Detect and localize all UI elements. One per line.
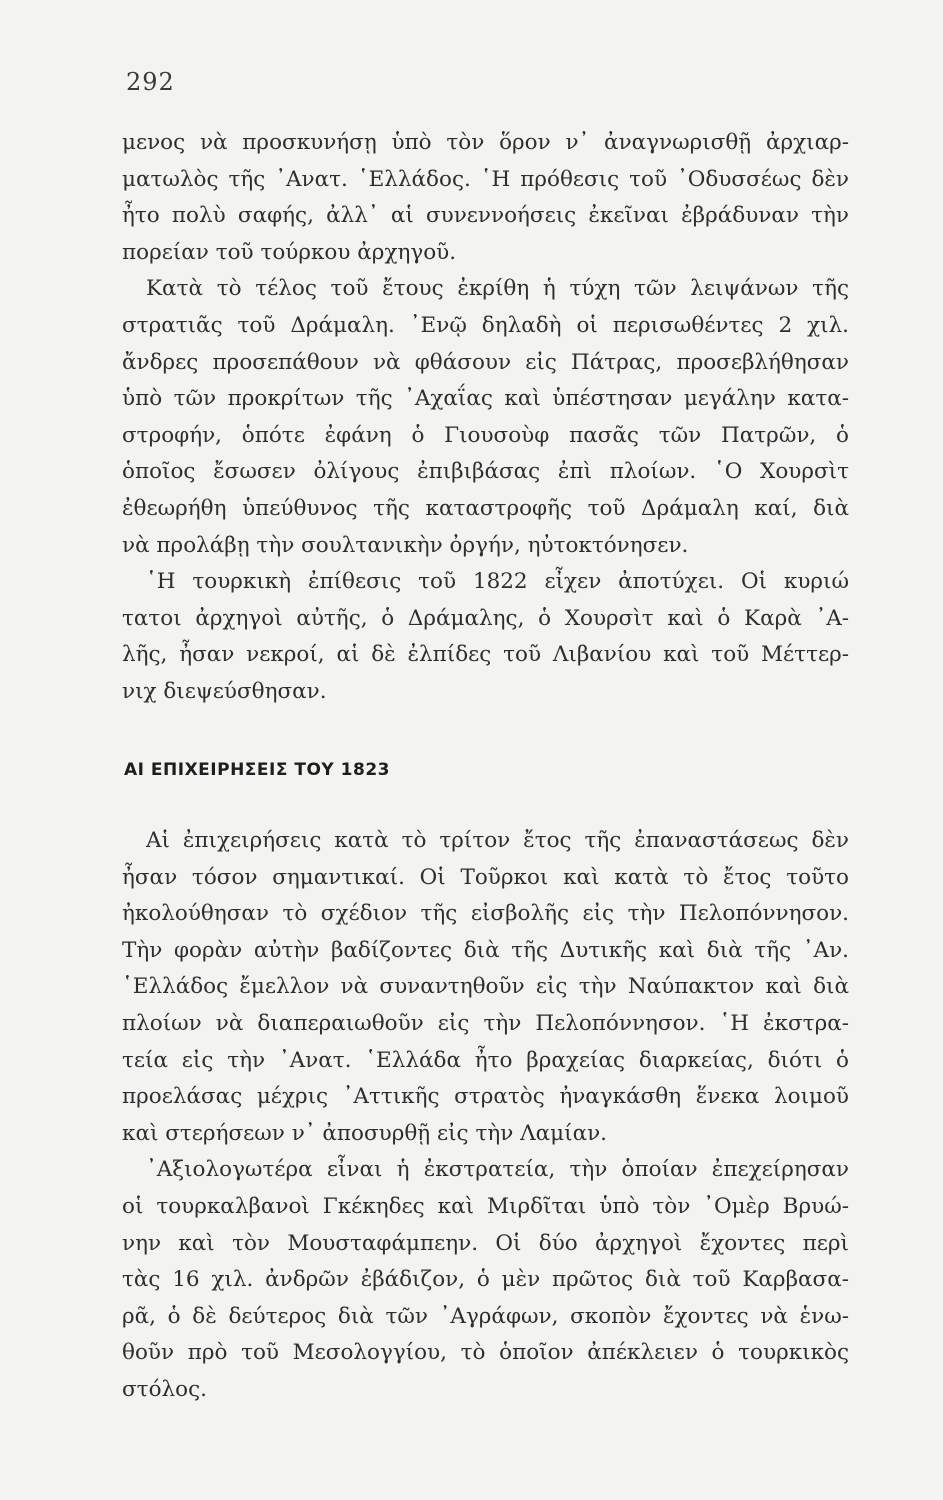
text-line: τεία εἰς τὴν ᾿Ανατ. ῾Ελλάδα ἦτο βραχείας διαρκείας, διότι ὁ [122, 1047, 849, 1073]
text-line: λῆς, ἦσαν νεκροί, αἱ δὲ ἐλπίδες τοῦ Λιβανίου καὶ τοῦ Μέττερ- [122, 642, 849, 668]
text-line: ματωλὸς τῆς ᾿Ανατ. ῾Ελλάδος. ῾Η πρόθεσις τοῦ ᾿Οδυσσέως δὲν [122, 166, 849, 192]
text-line: ἐθεωρήθη ὑπεύθυνος τῆς καταστροφῆς τοῦ Δράμαλη καί, διὰ [122, 495, 849, 521]
text-line: καὶ στερήσεων ν᾿ ἀποσυρθῇ εἰς τὴν Λαμίαν. [122, 1120, 607, 1146]
text-line: ἠκολούθησαν τὸ σχέδιον τῆς εἰσβολῆς εἰς τὴν Πελοπόννησον. [122, 901, 849, 927]
text-line: ῾Ελλάδος ἔμελλον νὰ συναντηθοῦν εἰς τὴν Ναύπακτον καὶ διὰ [122, 974, 849, 1000]
text-line: τατοι ἀρχηγοὶ αὐτῆς, ὁ Δράμαλης, ὁ Χουρσὶτ καὶ ὁ Καρὰ ᾿Α- [122, 605, 849, 631]
text-line: νὰ προλάβῃ τὴν σουλτανικὴν ὀργήν, ηὐτοκτόνησεν. [122, 532, 689, 558]
text-line: μενος νὰ προσκυνήσῃ ὑπὸ τὸν ὅρον ν᾿ ἀναγνωρισθῇ ἀρχιαρ- [122, 130, 849, 155]
text-line: ρᾶ, ὁ δὲ δεύτερος διὰ τῶν ᾿Αγράφων, σκοπὸν ἔχοντες νὰ ἑνω- [122, 1303, 849, 1329]
text-line: ῾Η τουρκικὴ ἐπίθεσις τοῦ 1822 εἶχεν ἀποτύχει. Οἱ κυριώ [146, 569, 849, 595]
text-line: Αἱ ἐπιχειρήσεις κατὰ τὸ τρίτον ἔτος τῆς ἐπαναστάσεως δὲν [146, 828, 849, 853]
text-line: στροφήν, ὁπότε ἐφάνη ὁ Γιουσοὺφ πασᾶς τῶν Πατρῶν, ὁ [122, 422, 849, 448]
text-line: Κατὰ τὸ τέλος τοῦ ἔτους ἐκρίθη ἡ τύχη τῶν λειψάνων τῆς [146, 276, 849, 302]
text-line: τὰς 16 χιλ. ἀνδρῶν ἐβάδιζον, ὁ μὲν πρῶτος διὰ τοῦ Καρβασα- [122, 1267, 849, 1293]
text-line: ᾿Αξιολογωτέρα εἶναι ἡ ἐκστρατεία, τὴν ὁποίαν ἐπεχείρησαν [146, 1157, 849, 1183]
text-line: Τὴν φορὰν αὐτὴν βαδίζοντες διὰ τῆς Δυτικῆς καὶ διὰ τῆς ᾿Αν. [122, 937, 849, 963]
text-block-bottom [122, 823, 849, 1409]
text-line: προελάσας μέχρις ᾿Αττικῆς στρατὸς ἠναγκάσθη ἕνεκα λοιμοῦ [122, 1084, 849, 1110]
page-number: 292 [126, 68, 175, 96]
text-line: στρατιᾶς τοῦ Δράμαλη. ᾿Ενῷ δηλαδὴ οἱ περισωθέντες 2 χιλ. [122, 312, 849, 338]
text-line: θοῦν πρὸ τοῦ Μεσολογγίου, τὸ ὁποῖον ἀπέκλειεν ὁ τουρκικὸς [122, 1340, 849, 1366]
text-line: ἦσαν τόσον σημαντικαί. Οἱ Τοῦρκοι καὶ κατὰ τὸ ἔτος τοῦτο [122, 864, 849, 890]
text-line: πορείαν τοῦ τούρκου ἀρχηγοῦ. [122, 239, 457, 265]
text-line: νιχ διεψεύσθησαν. [122, 678, 327, 704]
text-line: στόλος. [122, 1376, 207, 1402]
section-heading: ΑΙ ΕΠΙΧΕΙΡΗΣΕΙΣ ΤΟΥ 1823 [124, 760, 390, 780]
text-line: ἦτο πολὺ σαφής, ἀλλ᾿ αἱ συνεννοήσεις ἐκεῖναι ἐβράδυναν τὴν [122, 203, 849, 229]
text-line: πλοίων νὰ διαπεραιωθοῦν εἰς τὴν Πελοπόννησον. ῾Η ἐκστρα- [122, 1010, 849, 1036]
text-line: οἱ τουρκαλβανοὶ Γκέκηδες καὶ Μιρδῖται ὑπὸ τὸν ᾿Ομὲρ Βρυώ- [122, 1193, 849, 1219]
text-line: ἄνδρες προσεπάθουν νὰ φθάσουν εἰς Πάτρας, προσεβλήθησαν [122, 349, 849, 375]
text-line: νην καὶ τὸν Μουσταφάμπεην. Οἱ δύο ἀρχηγοὶ ἔχοντες περὶ [122, 1230, 849, 1256]
text-block-top [122, 125, 849, 711]
text-line: ὁποῖος ἔσωσεν ὀλίγους ἐπιβιβάσας ἐπὶ πλοίων. ῾Ο Χουρσὶτ [122, 459, 849, 485]
text-line: ὑπὸ τῶν προκρίτων τῆς ᾿Αχαΐας καὶ ὑπέστησαν μεγάλην κατα- [122, 386, 849, 412]
